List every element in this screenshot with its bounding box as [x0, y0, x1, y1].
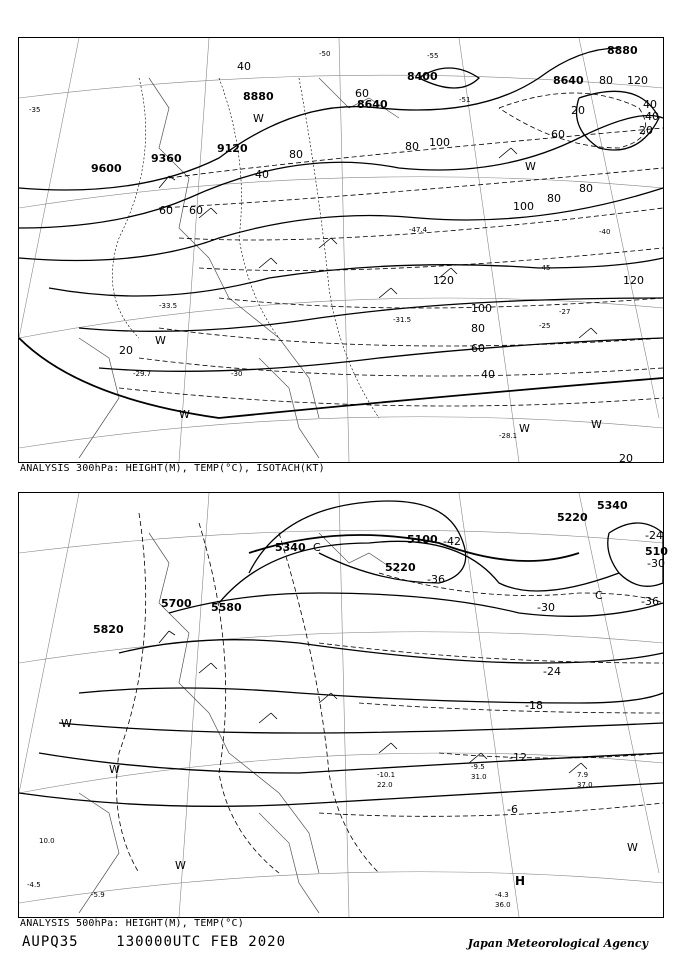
- height-label: 8640: [553, 74, 584, 87]
- wind-mark: W: [253, 112, 264, 125]
- pressure-center-high: H: [515, 874, 526, 888]
- isotach-label: 120: [623, 274, 644, 287]
- height-labels-300: [91, 44, 638, 175]
- chart-500hpa: [18, 492, 668, 918]
- isotach-label: 20: [119, 344, 133, 357]
- agency-name: Japan Meteorological Agency: [467, 937, 648, 950]
- isotach-label: 120: [627, 74, 648, 87]
- height-label: 5580: [211, 601, 242, 614]
- wind-mark: W: [525, 160, 536, 173]
- isotach-label: 40: [645, 110, 659, 123]
- isotach-label: 60: [159, 204, 173, 217]
- isotach-label: 80: [599, 74, 613, 87]
- temp-label: -6: [507, 803, 518, 816]
- isotach-label: 40: [481, 368, 495, 381]
- wind-mark: W: [627, 841, 638, 854]
- height-contours: [19, 501, 663, 806]
- temp-labels-300: [29, 50, 610, 440]
- station-label: 31.0: [471, 773, 487, 781]
- temp-label: -12: [509, 751, 527, 764]
- isotach-label: 80: [579, 182, 593, 195]
- height-label: 5700: [161, 597, 192, 610]
- isotach-label: 60: [189, 204, 203, 217]
- height-label: 8880: [243, 90, 274, 103]
- temp-label: -28.1: [499, 432, 518, 440]
- temp-label: -51: [459, 96, 471, 104]
- wind-mark: W: [61, 717, 72, 730]
- temp-label: -42: [443, 535, 461, 548]
- map-300hpa: [19, 38, 663, 465]
- center-mark: C: [313, 541, 321, 554]
- station-label: 36.0: [495, 901, 511, 909]
- temp-label: -45: [539, 264, 551, 272]
- temp-contour-labels-500: [427, 529, 665, 816]
- wind-mark: W: [175, 859, 186, 872]
- isotach-label: 20: [639, 124, 653, 137]
- station-label: -4.5: [27, 881, 41, 889]
- height-label: 5220: [385, 561, 416, 574]
- wind-max-marks-500: [61, 717, 638, 872]
- station-label: 22.0: [377, 781, 393, 789]
- isotach-label: 60: [551, 128, 565, 141]
- isotach-label: 120: [433, 274, 454, 287]
- temp-label: -18: [525, 699, 543, 712]
- height-label: 510: [645, 545, 668, 558]
- station-label: -4.3: [495, 891, 509, 899]
- temp-label: -30: [537, 601, 555, 614]
- isotach-label: 100: [471, 302, 492, 315]
- height-label: 8880: [607, 44, 638, 57]
- wind-max-marks-300: [155, 112, 602, 435]
- caption-300hpa: ANALYSIS 300hPa: HEIGHT(M), TEMP(°C), ISOTACH(KT): [20, 463, 325, 474]
- isotach-label: 40: [255, 168, 269, 181]
- station-label: -9.5: [471, 763, 485, 771]
- temp-label: -55: [427, 52, 439, 60]
- wind-mark: W: [519, 422, 530, 435]
- isotach-label: 100: [513, 200, 534, 213]
- isotach-label: 40: [237, 60, 251, 73]
- isotach-label: 80: [405, 140, 419, 153]
- temp-label: -24: [645, 529, 663, 542]
- temp-label: -33.5: [159, 302, 178, 310]
- isotherms: [112, 78, 379, 418]
- station-label: 7.9: [577, 771, 589, 779]
- isotach-label: 20: [571, 104, 585, 117]
- temp-label: -47.4: [409, 226, 428, 234]
- height-label: 9600: [91, 162, 122, 175]
- isotach-label: 100: [429, 136, 450, 149]
- bulletin-code: AUPQ35: [22, 934, 79, 950]
- temp-label: -40: [599, 228, 611, 236]
- temp-label: -27: [559, 308, 571, 316]
- isotach-label: 80: [471, 322, 485, 335]
- temp-label: -25: [539, 322, 551, 330]
- height-contours: [19, 48, 663, 418]
- temp-label: -29.7: [133, 370, 152, 378]
- chart-300hpa: [18, 37, 664, 463]
- wind-mark: W: [179, 408, 190, 421]
- caption-500hpa: ANALYSIS 500hPa: HEIGHT(M), TEMP(°C): [20, 918, 244, 929]
- temp-label: -30: [647, 557, 665, 570]
- isotach-label: 40: [643, 98, 657, 111]
- height-label: 5100: [407, 533, 438, 546]
- isotach-label: 20: [619, 452, 633, 465]
- isotach-label: 60: [471, 342, 485, 355]
- temp-label: -50: [319, 50, 331, 58]
- temp-label: -31.5: [393, 316, 412, 324]
- height-label: 5340: [597, 499, 628, 512]
- temp-label: -30: [231, 370, 243, 378]
- height-label: 9120: [217, 142, 248, 155]
- chart-identifier: [22, 934, 286, 950]
- wind-mark: W: [155, 334, 166, 347]
- wind-barbs: [159, 148, 597, 338]
- temp-label: -35: [29, 106, 41, 114]
- wind-mark: W: [109, 763, 120, 776]
- height-label: 8640: [357, 98, 388, 111]
- height-label: 5820: [93, 623, 124, 636]
- isotach-label: 80: [547, 192, 561, 205]
- station-label: 10.0: [39, 837, 55, 845]
- station-label: 37.0: [577, 781, 593, 789]
- wind-mark: W: [591, 418, 602, 431]
- temp-label: -36: [641, 595, 659, 608]
- station-label: -10.1: [377, 771, 396, 779]
- temp-label: -36: [427, 573, 445, 586]
- isotach-label: 60: [355, 87, 369, 100]
- valid-time: 130000UTC FEB 2020: [116, 934, 287, 950]
- height-label: 8400: [407, 70, 438, 83]
- height-label: 5220: [557, 511, 588, 524]
- height-label: 9360: [151, 152, 182, 165]
- map-500hpa: [19, 493, 668, 917]
- temp-label: -24: [543, 665, 561, 678]
- height-label: 5340: [275, 541, 306, 554]
- center-mark: C: [595, 589, 603, 602]
- coastlines: [79, 533, 399, 913]
- height-labels-500: [93, 499, 668, 636]
- station-label: -5.9: [91, 891, 105, 899]
- isotach-label: 80: [289, 148, 303, 161]
